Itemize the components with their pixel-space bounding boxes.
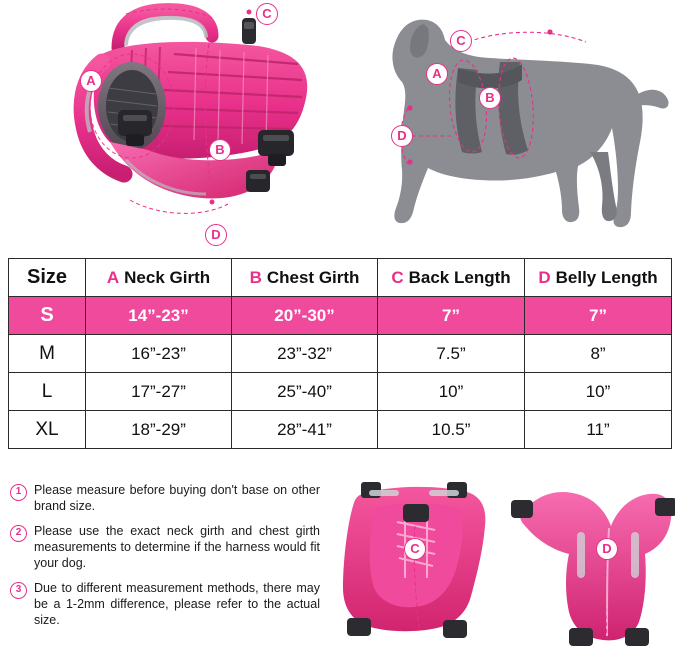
- cell-chest: 23”-32”: [232, 335, 378, 373]
- header-belly-length: [525, 259, 672, 297]
- cell-neck: 18”-29”: [86, 411, 232, 449]
- callout-badge-d-product: D: [205, 224, 227, 246]
- cell-back: 10”: [378, 373, 525, 411]
- header-chest-label: Chest Girth: [266, 267, 360, 287]
- callout-badge-c-product: C: [256, 3, 278, 25]
- note-item: [10, 523, 320, 571]
- cell-neck: 17”-27”: [86, 373, 232, 411]
- harness-back-view: [511, 492, 675, 646]
- note-text: Please use the exact neck girth and chest girth measurements to determine if the harness would fit your dog.: [34, 524, 320, 570]
- table-row: [9, 335, 672, 373]
- cell-belly: 8”: [525, 335, 672, 373]
- header-neck-girth: [86, 259, 232, 297]
- notes-list: [10, 482, 320, 637]
- illustration-area: [0, 0, 679, 250]
- cell-belly: 11”: [525, 411, 672, 449]
- header-letter-d: D: [538, 267, 551, 287]
- dog-measurement-diagram: [350, 2, 675, 248]
- note-number: 2: [10, 525, 27, 542]
- note-number: 1: [10, 484, 27, 501]
- cell-chest: 28”-41”: [232, 411, 378, 449]
- header-letter-b: B: [249, 267, 262, 287]
- table-header-row: [9, 259, 672, 297]
- size-table: [8, 258, 672, 449]
- size-table-container: [8, 258, 671, 449]
- header-back-length: [378, 259, 525, 297]
- cell-chest: 25”-40”: [232, 373, 378, 411]
- harness-front-view: [343, 482, 485, 638]
- callout-badge-d-dog: D: [391, 125, 413, 147]
- cell-belly: 10”: [525, 373, 672, 411]
- header-chest-girth: [232, 259, 378, 297]
- header-belly-label: Belly Length: [555, 267, 658, 287]
- callout-badge-a-dog: A: [426, 63, 448, 85]
- callout-badge-d-bottom: D: [596, 538, 618, 560]
- cell-neck: 16”-23”: [86, 335, 232, 373]
- harness-product-image: [6, 2, 336, 248]
- note-number: 3: [10, 582, 27, 599]
- cell-belly: 7”: [525, 297, 672, 335]
- cell-size: S: [9, 297, 86, 335]
- cell-back: 7.5”: [378, 335, 525, 373]
- table-row: [9, 297, 672, 335]
- note-item: [10, 482, 320, 514]
- callout-badge-c-bottom: C: [404, 538, 426, 560]
- cell-neck: 14”-23”: [86, 297, 232, 335]
- header-neck-label: Neck Girth: [124, 267, 211, 287]
- cell-back: 10.5”: [378, 411, 525, 449]
- note-item: [10, 580, 320, 628]
- cell-back: 7”: [378, 297, 525, 335]
- bottom-harness-images: [325, 478, 675, 656]
- buckle-bottom: [246, 170, 270, 192]
- callout-badge-b-dog: B: [479, 87, 501, 109]
- header-letter-c: C: [391, 267, 404, 287]
- cell-size: M: [9, 335, 86, 373]
- cell-size: XL: [9, 411, 86, 449]
- callout-badge-b-product: B: [209, 139, 231, 161]
- callout-badge-a-product: A: [80, 70, 102, 92]
- cell-chest: 20”-30”: [232, 297, 378, 335]
- header-letter-a: A: [106, 267, 120, 287]
- note-text: Due to different measurement methods, there may be a 1-2mm difference, please refer to the actual size.: [34, 581, 320, 627]
- header-size: Size: [9, 259, 86, 297]
- header-back-label: Back Length: [408, 267, 511, 287]
- table-row: [9, 373, 672, 411]
- note-text: Please measure before buying don't base on other brand size.: [34, 483, 320, 513]
- callout-badge-c-dog: C: [450, 30, 472, 52]
- cell-size: L: [9, 373, 86, 411]
- table-row: [9, 411, 672, 449]
